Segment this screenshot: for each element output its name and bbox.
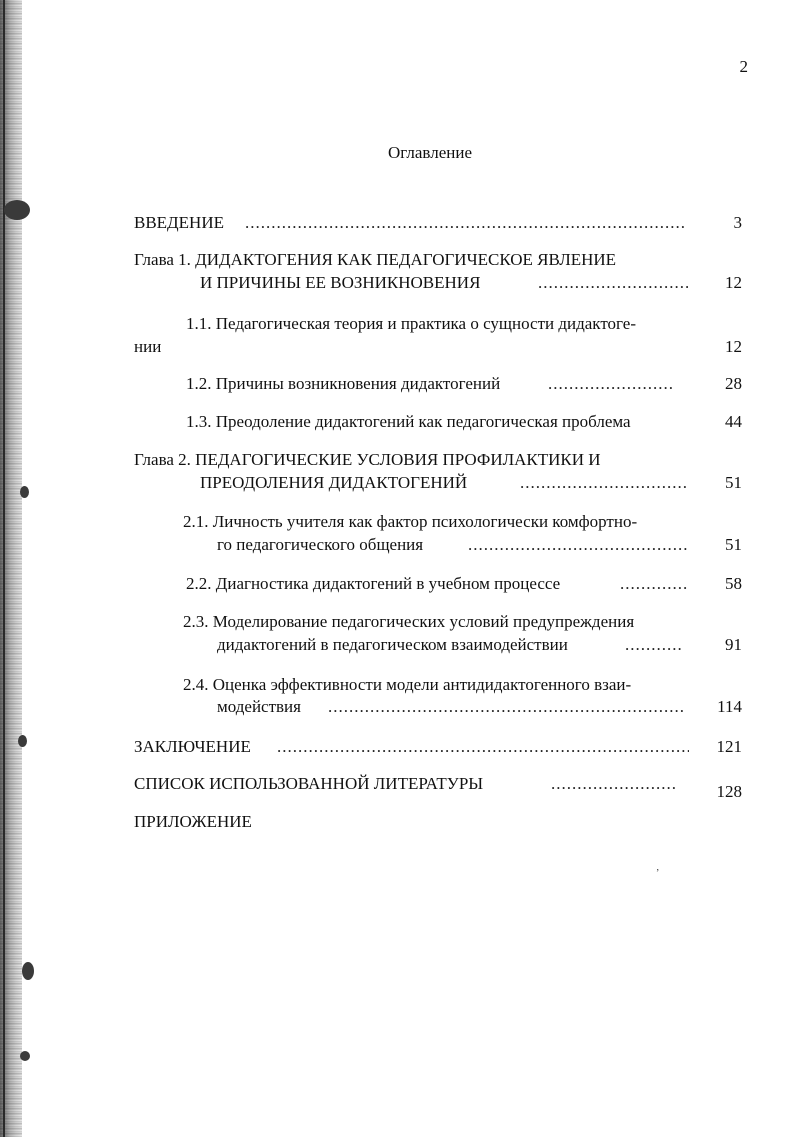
entry-title: нии (134, 337, 162, 356)
entry-title: 1.2. Причины возникновения дидактогений (186, 374, 501, 393)
entry-title: Глава 1. ДИДАКТОГЕНИЯ КАК ПЕДАГОГИЧЕСКОЕ ЯВЛЕНИЕ (134, 250, 617, 269)
toc-entry-2-3[interactable] (0, 611, 792, 633)
dot-leader (520, 472, 688, 494)
dot-leader (277, 736, 689, 758)
entry-page: 114 (717, 697, 742, 716)
toc-entry-chapter-2[interactable] (0, 449, 792, 471)
page-number: 2 (739, 57, 748, 76)
scan-speck: ’ (656, 868, 660, 879)
entry-title: модействия (217, 697, 301, 716)
entry-page: 3 (733, 213, 742, 232)
dot-leader (625, 634, 681, 656)
entry-title: 2.2. Диагностика дидактогений в учебном процессе (186, 574, 561, 593)
entry-title: дидактогений в педагогическом взаимодействии (217, 635, 568, 654)
toc-entry-bibliography-page (0, 781, 792, 803)
dot-leader (548, 373, 673, 395)
toc-title: Оглавление (388, 143, 472, 162)
dot-leader (468, 534, 688, 556)
entry-title: 2.1. Личность учителя как фактор психологически комфортно- (183, 512, 638, 531)
toc-entry-chapter-2-cont (0, 472, 792, 494)
toc-entry-chapter-1-cont (0, 272, 792, 294)
entry-title: ЗАКЛЮЧЕНИЕ (134, 737, 251, 756)
entry-title: ПРИЛОЖЕНИЕ (134, 812, 252, 831)
toc-entry-2-2[interactable] (0, 573, 792, 595)
toc-entry-2-1-cont (0, 534, 792, 556)
toc-entry-2-4[interactable] (0, 674, 792, 696)
entry-page: 28 (725, 374, 742, 393)
entry-page: 91 (725, 635, 742, 654)
toc-entry-conclusion[interactable] (0, 736, 792, 758)
dot-leader (245, 212, 685, 234)
dot-leader (538, 272, 688, 294)
entry-title: СПИСОК ИСПОЛЬЗОВАННОЙ ЛИТЕРАТУРЫ (134, 774, 484, 793)
entry-page: 58 (725, 574, 742, 593)
dot-leader (620, 573, 688, 595)
entry-page: 128 (716, 782, 742, 801)
toc-entry-introduction[interactable] (0, 212, 792, 234)
entry-page: 121 (716, 737, 742, 756)
dot-leader (328, 696, 683, 718)
toc-entry-1-3[interactable] (0, 411, 792, 433)
entry-title: 2.4. Оценка эффективности модели антидидактогенного взаи- (183, 675, 632, 694)
entry-page: 12 (725, 337, 742, 356)
entry-title: 1.3. Преодоление дидактогений как педагогическая проблема (186, 412, 631, 431)
entry-page: 51 (725, 535, 742, 554)
entry-title: Глава 2. ПЕДАГОГИЧЕСКИЕ УСЛОВИЯ ПРОФИЛАКТИКИ И (134, 450, 601, 469)
toc-entry-1-1-cont (0, 336, 792, 358)
entry-title: ВВЕДЕНИЕ (134, 213, 224, 232)
entry-title: го педагогического общения (217, 535, 424, 554)
toc-entry-appendix[interactable] (0, 811, 792, 833)
scan-mark (20, 1051, 30, 1061)
entry-title: 2.3. Моделирование педагогических условий предупреждения (183, 612, 635, 631)
toc-entry-1-2[interactable] (0, 373, 792, 395)
toc-entry-2-1[interactable] (0, 511, 792, 533)
binding-line (3, 0, 5, 1137)
toc-entry-2-4-cont (0, 696, 792, 718)
entry-page: 44 (725, 412, 742, 431)
toc-entry-2-3-cont (0, 634, 792, 656)
scan-mark (22, 962, 34, 980)
entry-title: 1.1. Педагогическая теория и практика о сущности дидактоге- (186, 314, 636, 333)
entry-title: И ПРИЧИНЫ ЕЕ ВОЗНИКНОВЕНИЯ (200, 273, 481, 292)
entry-page: 12 (725, 273, 742, 292)
entry-title: ПРЕОДОЛЕНИЯ ДИДАКТОГЕНИЙ (200, 473, 468, 492)
entry-page: 51 (725, 473, 742, 492)
toc-entry-chapter-1[interactable] (0, 249, 792, 271)
toc-entry-1-1[interactable] (0, 313, 792, 335)
